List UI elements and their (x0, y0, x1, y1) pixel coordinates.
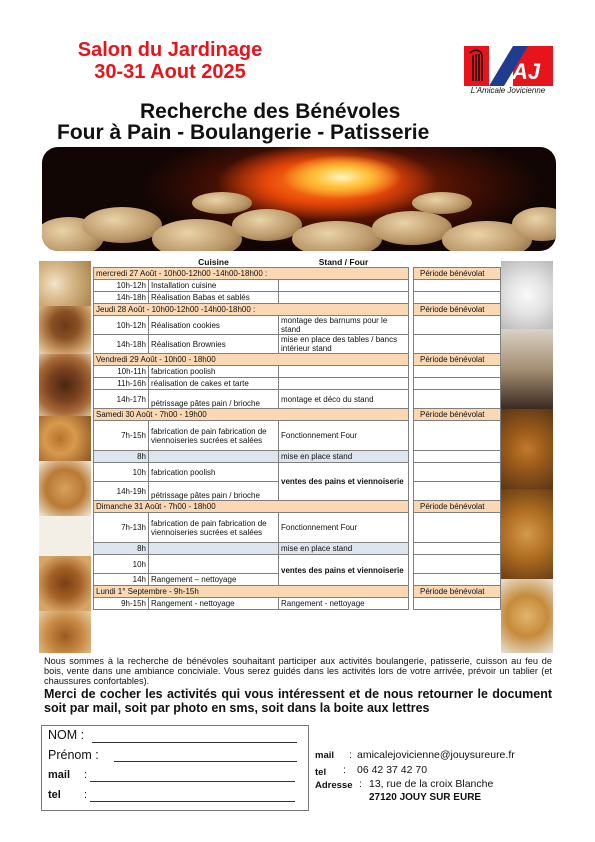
call-to-action: Merci de cocher les activités qui vous intéressent et de nous retourner le document soit par mail, soit par photo en sms, soit dans la boite aux lettres (44, 687, 552, 715)
slot-cuisine[interactable] (149, 543, 279, 555)
slot-stand[interactable]: mise en place stand (279, 451, 409, 463)
slot-cuisine[interactable]: Installation cuisine (149, 280, 279, 292)
slot-stand[interactable]: montage des barnums pour le stand (279, 316, 409, 335)
slot-time: 14h-17h (94, 390, 149, 409)
checkbox-cell[interactable] (414, 574, 501, 586)
checkbox-cell[interactable] (414, 378, 501, 390)
slot-time: 14h (94, 574, 149, 586)
day-label: Samedi 30 Août - 7h00 - 19h00 (94, 409, 409, 421)
slot-time: 11h-16h (94, 378, 149, 390)
right-baking-photos (501, 261, 553, 653)
nom-label: NOM : (48, 728, 85, 742)
event-dates: 30-31 Aout 2025 (94, 61, 246, 83)
schedule-row (94, 555, 501, 574)
contact-mail-label: mail (315, 750, 335, 761)
day-row (94, 268, 501, 280)
tel-field[interactable] (90, 801, 295, 802)
slot-cuisine[interactable]: Réalisation Brownies (149, 335, 279, 354)
tel-colon: : (84, 789, 88, 801)
period-label: Période bénévolat (414, 304, 501, 316)
contact-address-label: Adresse (315, 780, 353, 791)
schedule-row (94, 280, 501, 292)
header-stand: Stand / Four (318, 256, 369, 267)
slot-stand[interactable] (279, 280, 409, 292)
schedule-row (94, 463, 501, 482)
day-row (94, 354, 501, 366)
slot-cuisine[interactable]: Rangement – nettoyage (149, 574, 279, 586)
slot-cuisine[interactable]: pétrissage pâtes pain / brioche (149, 482, 279, 501)
contact-mail[interactable]: amicalejovicienne@jouysureure.fr (357, 749, 515, 761)
slot-time: 10h-12h (94, 316, 149, 335)
slot-cuisine[interactable]: Réalisation cookies (149, 316, 279, 335)
checkbox-cell[interactable] (414, 451, 501, 463)
page-subtitle: Four à Pain - Boulangerie - Patisserie (57, 121, 430, 144)
schedule-row (94, 451, 501, 463)
slot-cuisine[interactable]: Réalisation Babas et sablés (149, 292, 279, 304)
nom-field[interactable] (92, 742, 297, 743)
schedule-row (94, 390, 501, 409)
checkbox-cell[interactable] (414, 463, 501, 482)
slot-stand[interactable]: mise en place des tables / bancs intérieur stand (279, 335, 409, 354)
slot-cuisine[interactable]: fabrication poolish (149, 366, 279, 378)
schedule-row (94, 421, 501, 451)
period-label: Période bénévolat (414, 354, 501, 366)
left-pastry-photos (39, 261, 91, 653)
oven-fire-photo (42, 147, 556, 251)
slot-cuisine[interactable]: fabrication de pain fabrication de viennoiseries sucrées et salées (149, 421, 279, 451)
checkbox-cell[interactable] (414, 390, 501, 409)
slot-stand[interactable] (279, 366, 409, 378)
slot-stand[interactable]: mise en place stand (279, 543, 409, 555)
checkbox-cell[interactable] (414, 555, 501, 574)
slot-cuisine[interactable]: pétrissage pâtes pain / brioche (149, 390, 279, 409)
period-label: Période bénévolat (414, 268, 501, 280)
schedule-table (93, 257, 501, 610)
mail-field[interactable] (90, 781, 295, 782)
contact-tel: 06 42 37 42 70 (357, 764, 428, 776)
day-label: Jeudi 28 Août - 10h00-12h00 -14h00-18h00 : (94, 304, 409, 316)
slot-cuisine[interactable]: fabrication de pain fabrication de viennoiseries sucrées et salées (149, 513, 279, 543)
checkbox-cell[interactable] (414, 421, 501, 451)
contact-mail-colon: : (349, 749, 352, 761)
slot-stand[interactable]: Fonctionnement Four (279, 513, 409, 543)
day-label: Dimanche 31 Août - 7h00 - 18h00 (94, 501, 409, 513)
slot-time: 14h-18h (94, 292, 149, 304)
slot-cuisine[interactable]: réalisation de cakes et tarte (149, 378, 279, 390)
slot-time: 10h (94, 555, 149, 574)
slot-stand[interactable]: ventes des pains et viennoiserie (279, 463, 409, 501)
header-cuisine: Cuisine (198, 256, 229, 267)
slot-stand[interactable]: Rangement - nettoyage (279, 598, 409, 610)
mail-label: mail (48, 769, 71, 781)
slot-time: 8h (94, 451, 149, 463)
slot-stand[interactable]: Fonctionnement Four (279, 421, 409, 451)
checkbox-cell[interactable] (414, 513, 501, 543)
schedule-row (94, 292, 501, 304)
contact-block (315, 749, 555, 802)
schedule-row (94, 513, 501, 543)
day-label: Vendredi 29 Août - 10h00 - 18h00 (94, 354, 409, 366)
slot-time: 8h (94, 543, 149, 555)
schedule-row (94, 598, 501, 610)
slot-cuisine[interactable]: Rangement - nettoyage (149, 598, 279, 610)
slot-time: 14h-19h (94, 482, 149, 501)
period-label: Période bénévolat (414, 586, 501, 598)
slot-time: 10h (94, 463, 149, 482)
logo (460, 45, 556, 97)
day-row (94, 409, 501, 421)
slot-time: 10h-11h (94, 366, 149, 378)
contact-address: 13, rue de la croix Blanche (369, 778, 494, 790)
checkbox-cell[interactable] (414, 316, 501, 335)
tel-label: tel (48, 789, 61, 801)
schedule-row (94, 366, 501, 378)
checkbox-cell[interactable] (414, 598, 501, 610)
day-label: mercredi 27 Août - 10h00-12h00 -14h00-18h00 : (94, 268, 409, 280)
prenom-label: Prénom : (48, 748, 99, 762)
slot-stand[interactable]: ventes des pains et viennoiserie (279, 555, 409, 586)
period-label: Période bénévolat (414, 501, 501, 513)
prenom-field[interactable] (114, 761, 297, 762)
contact-address-colon: : (359, 778, 362, 790)
day-row (94, 304, 501, 316)
svg-text:AJ: AJ (512, 59, 541, 84)
schedule-row (94, 378, 501, 390)
checkbox-cell[interactable] (414, 366, 501, 378)
event-title: Salon du Jardinage (77, 39, 263, 61)
checkbox-cell[interactable] (414, 292, 501, 304)
contact-city: 27120 JOUY SUR EURE (369, 792, 482, 803)
checkbox-cell[interactable] (414, 543, 501, 555)
slot-cuisine[interactable] (149, 451, 279, 463)
slot-cuisine[interactable]: fabrication poolish (149, 463, 279, 482)
checkbox-cell[interactable] (414, 335, 501, 354)
day-row (94, 586, 501, 598)
volunteer-form (41, 725, 309, 811)
slot-time: 7h-13h (94, 513, 149, 543)
schedule-row (94, 335, 501, 354)
contact-tel-label: tel (315, 767, 327, 778)
period-label: Période bénévolat (414, 409, 501, 421)
checkbox-cell[interactable] (414, 280, 501, 292)
header-spacer (94, 257, 149, 268)
header-spacer (414, 257, 501, 268)
slot-cuisine[interactable] (149, 555, 279, 574)
schedule-row (94, 543, 501, 555)
checkbox-cell[interactable] (414, 482, 501, 501)
slot-time: 10h-12h (94, 280, 149, 292)
schedule-row (94, 316, 501, 335)
table-header (94, 257, 501, 268)
slot-stand[interactable]: montage et déco du stand (279, 390, 409, 409)
slot-stand[interactable] (279, 292, 409, 304)
mail-colon: : (84, 769, 88, 781)
slot-time: 7h-15h (94, 421, 149, 451)
slot-time: 9h-15h (94, 598, 149, 610)
logo-caption: L'Amicale Jovicienne (470, 86, 546, 95)
day-label: Lundi 1° Septembre - 9h-15h (94, 586, 409, 598)
page-title: Recherche des Bénévoles (140, 100, 401, 123)
intro-paragraph: Nous sommes à la recherche de bénévoles souhaitant participer aux activités boulangerie, patisserie, cuisson au feu de bois, vente dans une ambiance conciviale. Vous serez guidés dans les activités lors de votre arrivée, prévoir un tablier (et chaussures confortables). (44, 656, 552, 686)
slot-time: 14h-18h (94, 335, 149, 354)
day-row (94, 501, 501, 513)
contact-tel-colon: : (343, 764, 346, 776)
slot-stand[interactable] (279, 378, 409, 390)
